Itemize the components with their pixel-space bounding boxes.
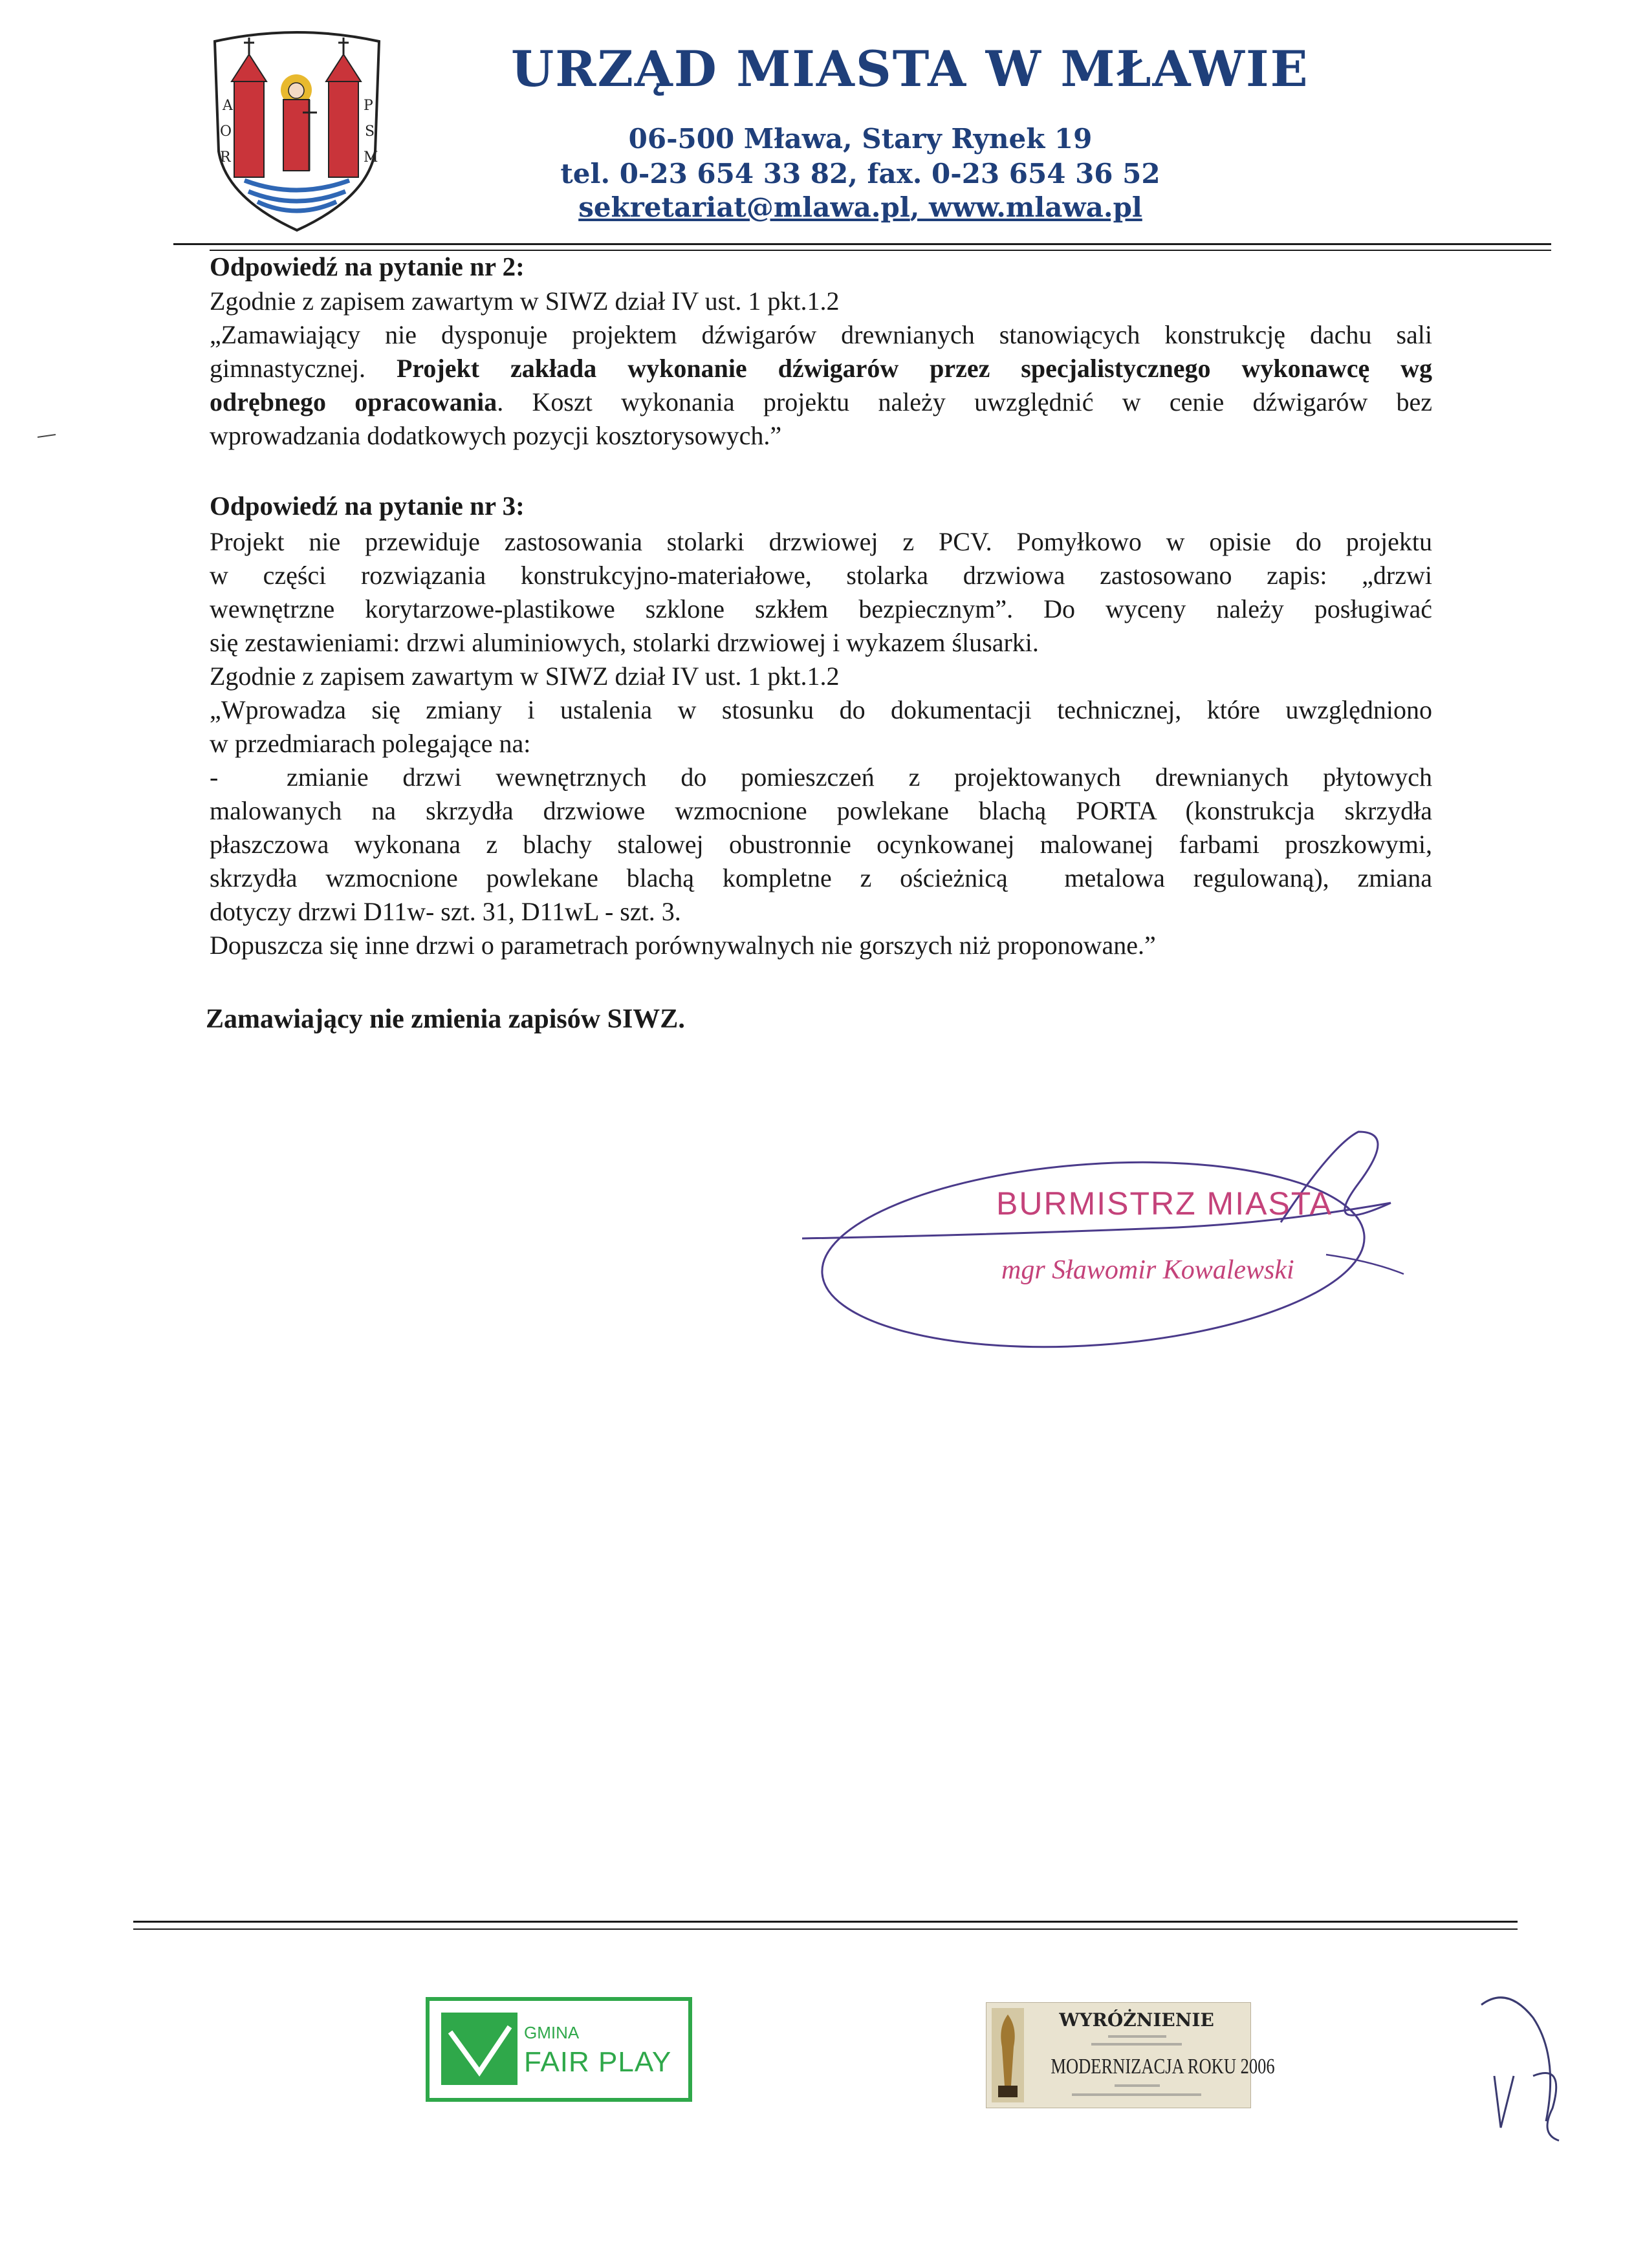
- office-phone-fax: tel. 0-23 654 33 82, fax. 0-23 654 36 52: [560, 158, 1160, 189]
- answer-3-line: w części rozwiązania konstrukcyjno-materiałowe, stolarka drzwiowa zastosowano zapis: „drzwi: [210, 561, 1432, 590]
- award-title: WYRÓŻNIENIE: [1059, 2009, 1214, 2031]
- coat-letter: O: [220, 124, 232, 140]
- award-small-print: [1072, 2093, 1201, 2096]
- footer-rule: [133, 1921, 1518, 1923]
- office-contact-web: [505, 191, 1216, 223]
- award-main: MODERNIZACJA ROKU 2006: [1051, 2055, 1275, 2079]
- coat-letter: R: [220, 149, 231, 166]
- handwritten-initials: [1468, 1979, 1585, 2147]
- city-coat-of-arms: [206, 28, 388, 234]
- award-small-print: [1108, 2035, 1166, 2038]
- answer-3-line: malowanych na skrzydła drzwiowe wzmocnione powlekane blachą PORTA (konstrukcja skrzydła: [210, 796, 1432, 825]
- office-address: 06-500 Mława, Stary Rynek 19: [628, 123, 1093, 155]
- fair-play-label: FAIR PLAY: [524, 2046, 672, 2078]
- answer-2-body: [210, 285, 1432, 453]
- answer-3-line: w przedmiarach polegające na:: [210, 729, 531, 758]
- contact-separator: ,: [910, 191, 929, 223]
- fair-play-gmina: GMINA: [524, 2023, 580, 2042]
- stamp-title: BURMISTRZ MIASTA: [996, 1185, 1333, 1222]
- header-rule: [173, 243, 1551, 245]
- answer-2-line: odrębnego opracowania. Koszt wykonania projektu należy uwzględnić w cenie dźwigarów bez: [210, 387, 1432, 416]
- answer-3-line: płaszczowa wykonana z blachy stalowej obustronnie ocynkowanej malowanej farbami proszkowymi,: [210, 830, 1432, 859]
- answer-3-body: [210, 525, 1432, 962]
- office-website[interactable]: www.mlawa.pl: [929, 191, 1142, 223]
- trophy-icon: [992, 2008, 1024, 2102]
- scan-mark: [38, 433, 57, 440]
- coat-letter: A: [223, 98, 233, 114]
- answer-3-heading: Odpowiedź na pytanie nr 3:: [210, 491, 525, 521]
- answer-3-line: „Wprowadza się zmiany i ustalenia w stosunku do dokumentacji technicznej, które uwzględniono: [210, 695, 1432, 724]
- checkmark-icon: [441, 2013, 517, 2085]
- answer-3-line: skrzydła wzmocnione powlekane blachą kompletne z ościeżnicą metalowa regulowaną), zmiana: [210, 863, 1432, 892]
- office-email[interactable]: sekretariat@mlawa.pl: [578, 191, 910, 223]
- footer-rule-thin: [133, 1928, 1518, 1930]
- award-small-print: [1115, 2084, 1160, 2087]
- coat-letter: M: [364, 149, 378, 166]
- conclusion: Zamawiający nie zmienia zapisów SIWZ.: [206, 1004, 685, 1034]
- answer-3-line: Zgodnie z zapisem zawartym w SIWZ dział IV ust. 1 pkt.1.2: [210, 662, 840, 691]
- office-title: URZĄD MIASTA W MŁAWIE: [511, 40, 1309, 98]
- answer-3-line: Dopuszcza się inne drzwi o parametrach porównywalnych nie gorszych niż proponowane.”: [210, 931, 1156, 960]
- answer-2-heading: Odpowiedź na pytanie nr 2:: [210, 252, 525, 281]
- answer-2-line: gimnastycznej. Projekt zakłada wykonanie dźwigarów przez specjalistycznego wykonawcę wg: [210, 354, 1432, 383]
- award-badge: [986, 2002, 1275, 2108]
- signature-flourish: [1326, 1255, 1404, 1274]
- answer-3-line: Projekt nie przewiduje zastosowania stolarki drzwiowej z PCV. Pomyłkowo w opisie do projektu: [210, 527, 1432, 556]
- answer-3-line: - zmianie drzwi wewnętrznych do pomieszczeń z projektowanych drewnianych płytowych: [210, 762, 1432, 792]
- answer-3-line: wewnętrzne korytarzowe-plastikowe szklone szkłem bezpiecznym”. Do wyceny należy posługiwać: [210, 594, 1432, 623]
- answer-3-line: się zestawieniami: drzwi aluminiowych, stolarki drzwiowej i wykazem ślusarki.: [210, 628, 1039, 657]
- coat-letter: P: [364, 98, 373, 114]
- fair-play-badge: [426, 1997, 692, 2102]
- answer-3-line: dotyczy drzwi D11w- szt. 31, D11wL - szt. 3.: [210, 897, 681, 926]
- answer-2-line: wprowadzania dodatkowych pozycji kosztorysowych.”: [210, 421, 782, 450]
- answer-2-line: „Zamawiający nie dysponuje projektem dźwigarów drewnianych stanowiących konstrukcję dachu sali: [210, 320, 1432, 349]
- signature-stamp: [789, 1106, 1410, 1365]
- office-address-block: [505, 122, 1216, 191]
- answer-2-line: Zgodnie z zapisem zawartym w SIWZ dział IV ust. 1 pkt.1.2: [210, 286, 840, 316]
- stamp-name: mgr Sławomir Kowalewski: [1001, 1255, 1294, 1285]
- award-small-print: [1091, 2043, 1182, 2046]
- coat-letter: S: [365, 124, 375, 140]
